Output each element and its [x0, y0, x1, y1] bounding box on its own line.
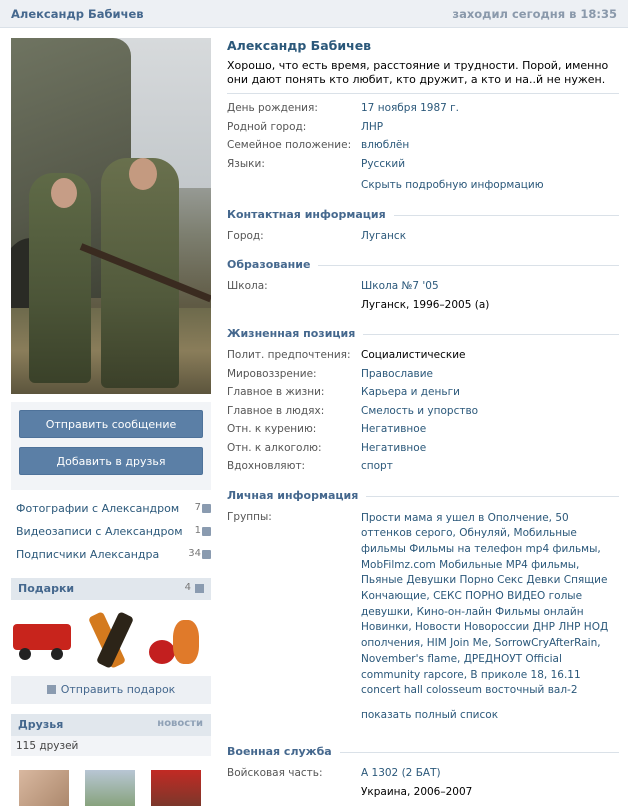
gift-ribbon-icon[interactable]	[81, 606, 143, 668]
profile-status[interactable]: Хорошо, что есть время, расстояние и трудности. Порой, именно они дают понять кто любит, кто дружит, а кто и на..й не нужен.	[227, 59, 619, 94]
profile-education-school_v[interactable]: Школа №7 '05	[361, 280, 439, 292]
hide-info-row	[227, 179, 619, 198]
profile-info-2-v[interactable]: влюблён	[361, 139, 410, 151]
film-icon	[202, 527, 211, 536]
gift-reindeer-icon[interactable]	[147, 606, 209, 668]
profile-life-title: Жизненная позиция	[227, 327, 363, 340]
profile-education-title: Образование	[227, 258, 318, 271]
profile-life-rows-1-k: Мировоззрение:	[227, 367, 317, 380]
left-gifts-title: Подарки	[18, 582, 75, 595]
header-user-name[interactable]: Александр Бабичев	[11, 7, 144, 21]
add-friend-button[interactable]: Добавить в друзья	[19, 447, 203, 475]
videos-counter[interactable]	[11, 525, 211, 548]
profile-info-1-v[interactable]: ЛНР	[361, 120, 384, 133]
profile-contacts-rows-0-k: Город:	[227, 229, 264, 242]
friend-avatar[interactable]	[151, 770, 201, 806]
left-friends-title: Друзья	[18, 718, 64, 731]
profile-education-school_k: Школа:	[227, 280, 268, 292]
info-row	[227, 386, 619, 405]
profile-photo[interactable]	[11, 38, 211, 394]
show-all-row	[227, 709, 619, 728]
send-message-button[interactable]: Отправить сообщение	[19, 410, 203, 438]
info-row	[227, 158, 619, 177]
hide-info-link[interactable]: Скрыть подробную информацию	[361, 179, 544, 191]
gift-truck-icon[interactable]	[11, 606, 73, 668]
profile-life-rows-6-k: Вдохновляют:	[227, 460, 306, 472]
left-counters-0-label[interactable]: Фотографии с Александром	[16, 502, 180, 515]
profile-header-bar	[0, 0, 628, 28]
info-row	[227, 139, 619, 158]
info-row	[227, 405, 619, 424]
profile-life-rows-0-v: Социалистические	[361, 349, 466, 361]
profile-life-rows-2-v[interactable]: Карьера и деньги	[361, 386, 460, 398]
media-counters	[11, 502, 211, 571]
people-icon	[202, 550, 211, 559]
info-row	[227, 786, 619, 805]
friends-news-link[interactable]: новости	[157, 718, 203, 729]
profile-military-unit_place: Украина, 2006–2007	[361, 785, 473, 798]
photos-counter[interactable]	[11, 502, 211, 525]
profile-contacts-title: Контактная информация	[227, 208, 394, 221]
gifts-header[interactable]	[11, 578, 211, 600]
gift-icon	[47, 685, 56, 694]
profile-personal-groups_k: Группы:	[227, 510, 272, 523]
profile-life-rows-5-k: Отн. к алкоголю:	[227, 441, 322, 454]
profile-info-3-k: Языки:	[227, 157, 265, 170]
profile-life-rows-0-k: Полит. предпочтения:	[227, 349, 351, 361]
info-row	[227, 102, 619, 121]
friends-header[interactable]	[11, 714, 211, 736]
friend-avatar[interactable]	[19, 770, 69, 806]
info-row	[227, 280, 619, 299]
profile-life-rows-4-v[interactable]: Негативное	[361, 423, 427, 435]
personal-section-header	[227, 485, 619, 507]
left-gifts-count: 4	[184, 582, 191, 593]
profile-military-unit_v[interactable]: А 1302 (2 БАТ)	[361, 767, 441, 780]
profile-life-rows-1-v[interactable]: Православие	[361, 367, 433, 380]
profile-life-rows-3-v[interactable]: Смелость и упорство	[361, 404, 479, 417]
profile-actions	[11, 402, 211, 490]
info-row	[227, 767, 619, 786]
profile-life-rows-5-v[interactable]: Негативное	[361, 441, 427, 454]
education-section-header	[227, 254, 619, 276]
profile-military-title: Военная служба	[227, 745, 340, 758]
left-counters-0-count: 7	[194, 502, 201, 513]
profile-info-1-k: Родной город:	[227, 120, 307, 133]
military-section-header	[227, 741, 619, 763]
friends-count: 115 друзей	[11, 736, 211, 756]
profile-life-rows-6-v[interactable]: спорт	[361, 460, 393, 472]
info-row	[227, 121, 619, 140]
show-all-groups-link[interactable]: показать полный список	[361, 708, 499, 721]
gifts-list	[11, 600, 211, 676]
info-row	[227, 299, 619, 318]
info-row	[227, 460, 619, 479]
profile-life-rows-2-k: Главное в жизни:	[227, 386, 325, 398]
friend-avatar[interactable]	[85, 770, 135, 806]
left-counters-1-count: 1	[194, 525, 201, 536]
profile-info-0-k: День рождения:	[227, 102, 318, 114]
info-row	[227, 442, 619, 461]
info-row	[227, 423, 619, 442]
online-status: заходил сегодня в 18:35	[452, 7, 617, 21]
profile-education-school_place: Луганск, 1996–2005 (а)	[361, 298, 490, 311]
followers-counter[interactable]	[11, 548, 211, 571]
left-column	[11, 38, 211, 806]
camera-icon	[202, 504, 211, 513]
profile-personal-title: Личная информация	[227, 489, 366, 502]
friends-list	[11, 756, 211, 806]
left-counters-2-count: 34	[188, 548, 201, 559]
info-row	[227, 230, 619, 249]
contacts-section-header	[227, 204, 619, 226]
profile-contacts-rows-0-v[interactable]: Луганск	[361, 229, 407, 242]
info-row	[227, 349, 619, 368]
profile-life-rows-4-k: Отн. к курению:	[227, 423, 317, 435]
profile-life-rows-3-k: Главное в людях:	[227, 404, 325, 417]
info-row	[227, 368, 619, 387]
profile-info-2-k: Семейное положение:	[227, 139, 352, 151]
profile-name: Александр Бабичев	[227, 38, 372, 53]
right-column	[227, 38, 619, 804]
gift-icon	[195, 584, 204, 593]
life-section-header	[227, 323, 619, 345]
left-counters-1-label[interactable]: Видеозаписи с Александром	[16, 525, 183, 538]
groups-list[interactable]: Прости мама я ушел в Ополчение, 50 оттенков серого, Обнуляй, Мобильные фильмы Фильмы на телефон mp4 фильмы, MobFilmz.com Мобильные MP4 фильмы, Пьяные Девушки Порно Секс Девки Спящие Кончающие, СЕКС ПОРНО ВИДЕО голые девушки, Кино-он-лайн Фильмы онлайн Новинки, Новости Новороссии ДНР ЛНР НОД ополчения, HIM Join Me, SorrowCryAfterRain, November's flame, ДРЕДНОУТ Official community rapcore, В приколе 18, 16.11 concert hall colosseum восточный вал-2	[361, 511, 609, 697]
send-gift-button[interactable]	[11, 676, 211, 704]
left-counters-2-label[interactable]: Подписчики Александра	[16, 548, 160, 561]
groups-row	[227, 511, 619, 699]
profile-info-3-v[interactable]: Русский	[361, 157, 406, 170]
profile-info-0-v[interactable]: 17 ноября 1987 г.	[361, 102, 460, 114]
profile-military-unit_k: Войсковая часть:	[227, 767, 323, 780]
left-gifts-send_gift: Отправить подарок	[60, 683, 176, 696]
